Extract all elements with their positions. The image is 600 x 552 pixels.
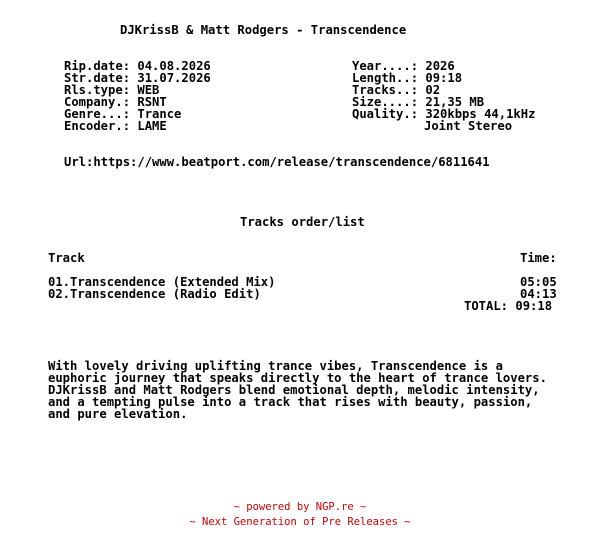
description-line-2: euphoric journey that speaks directly to the heart of trance lovers.	[48, 371, 547, 385]
footer-tagline: ~ Next Generation of Pre Releases ~	[189, 516, 411, 528]
size: Size....: 21,35 MB	[352, 95, 485, 109]
description-line-1: With lovely driving uplifting trance vibes, Transcendence is a	[48, 359, 503, 373]
channel-mode: Joint Stereo	[424, 119, 513, 133]
release-title: DJKrissB & Matt Rodgers - Transcendence	[120, 23, 407, 37]
tracks-count: Tracks..: 02	[352, 83, 441, 97]
length: Length..: 09:18	[352, 71, 463, 85]
quality: Quality.: 320kbps 44,1kHz	[352, 107, 536, 121]
total-time: TOTAL: 09:18	[464, 299, 553, 313]
street-date: Str.date: 31.07.2026	[64, 71, 211, 85]
track-name-2: 02.Transcendence (Radio Edit)	[48, 287, 261, 301]
description-line-4: and a tempting pulse into a track that rises with beauty, passion,	[48, 395, 533, 409]
release-type: Rls.type: WEB	[64, 83, 160, 97]
year: Year....: 2026	[352, 59, 455, 73]
rip-date: Rip.date: 04.08.2026	[64, 59, 211, 73]
genre: Genre...: Trance	[64, 107, 182, 121]
footer-powered-by: ~ powered by NGP.re ~	[233, 501, 367, 513]
track-time-1: 05:05	[520, 275, 557, 289]
track-name-1: 01.Transcendence (Extended Mix)	[48, 275, 276, 289]
company: Company.: RSNT	[64, 95, 167, 109]
tracklist-title: Tracks order/list	[240, 215, 365, 229]
description-line-5: and pure elevation.	[48, 407, 188, 421]
encoder: Encoder.: LAME	[64, 119, 167, 133]
release-url: Url:https://www.beatport.com/release/transcendence/6811641	[64, 155, 490, 169]
track-time-2: 04:13	[520, 287, 557, 301]
description-line-3: DJKrissB and Matt Rodgers blend emotional depth, melodic intensity,	[48, 383, 540, 397]
time-column-header: Time:	[520, 251, 557, 265]
track-column-header: Track	[48, 251, 85, 265]
